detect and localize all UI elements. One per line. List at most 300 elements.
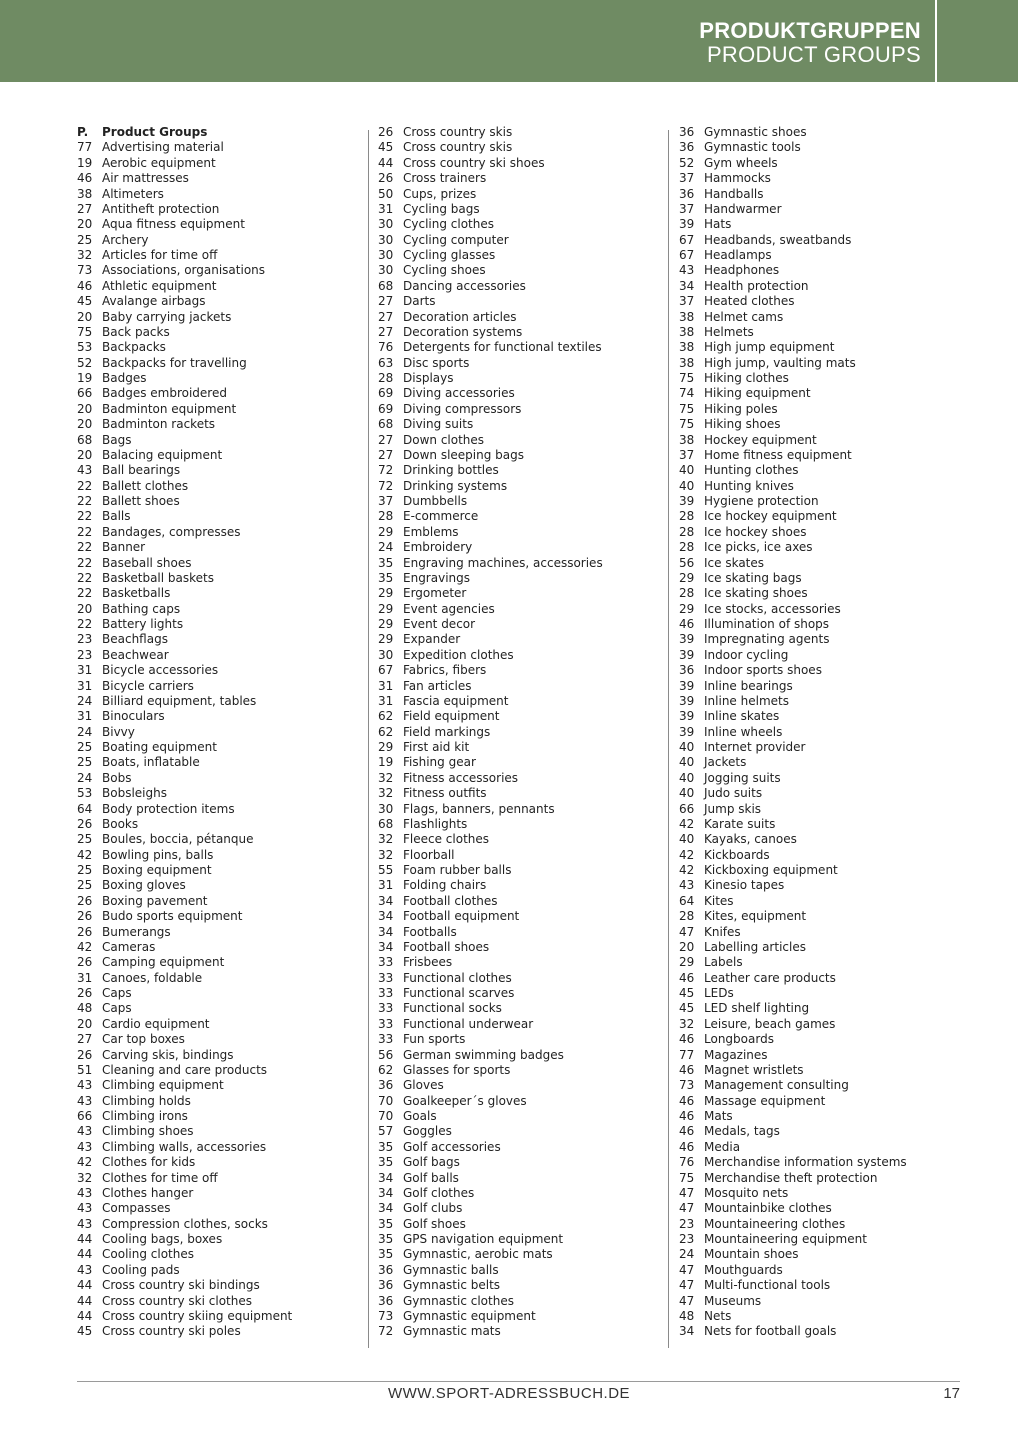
product-group-label: Media [704,1139,741,1154]
index-entry [77,817,367,832]
page-reference: 73 [77,263,93,278]
product-group-label: Cross country skiing equipment [102,1308,293,1323]
product-group-label: Articles for time off [102,248,218,262]
page-reference: 44 [77,1278,93,1293]
index-entry [679,1001,969,1016]
product-group-label: Cross country ski shoes [403,155,545,170]
page-reference: 40 [679,463,695,478]
page-reference: 46 [679,1124,695,1139]
page-reference: 35 [378,555,394,570]
product-group-label: Displays [403,371,454,385]
index-entry [378,310,668,325]
product-group-label: Cross country skis [403,125,513,139]
page-reference: 52 [77,355,93,370]
page-reference: 34 [378,1201,394,1216]
page-reference: 30 [378,232,394,247]
page-reference: 43 [77,1139,93,1154]
index-entry [77,632,367,647]
page-reference: 23 [679,1232,695,1246]
page-reference: 20 [77,217,93,232]
product-group-label: Ballett shoes [102,494,180,508]
page-reference: 27 [378,432,394,447]
index-entry [378,909,668,924]
product-group-label: Bumerangs [102,924,171,939]
product-group-label: Illumination of shops [704,617,830,631]
index-entry [77,648,367,663]
product-group-label: Fleece clothes [403,832,490,847]
page-reference: 22 [77,478,93,493]
index-entry [679,848,969,863]
index-entry [679,386,969,401]
page-reference: 39 [679,693,695,708]
product-group-label: Event agencies [403,601,495,616]
page-reference: 27 [77,201,93,216]
index-entry [77,1309,367,1324]
index-entry [77,663,367,678]
index-entry [378,156,668,171]
product-group-label: Bags [102,432,132,447]
product-group-label: Climbing irons [102,1109,188,1123]
page-reference: 42 [679,847,695,862]
page-reference: 75 [679,417,695,432]
product-group-label: Gym wheels [704,155,778,170]
index-entry [679,248,969,263]
page-reference: 47 [679,1201,695,1216]
product-group-label: Jogging suits [704,770,781,785]
page-reference: 37 [679,294,695,309]
index-entry [378,1186,668,1201]
index-entry [378,294,668,309]
page-reference: 48 [77,1001,93,1016]
index-entry [378,1124,668,1139]
page-reference: 42 [77,939,93,954]
product-group-label: Cross country skis [403,140,513,155]
page-reference: 45 [77,1324,93,1339]
page-reference: 56 [679,555,695,570]
page-reference: 33 [378,1032,394,1047]
page-reference: 29 [378,632,394,647]
index-entry [679,694,969,709]
page-reference: 35 [378,570,394,585]
page-reference: 72 [378,463,394,478]
index-entry [378,386,668,401]
index-entry [378,832,668,847]
index-entry [378,1217,668,1232]
page-reference: 33 [378,1016,394,1031]
page-reference: 31 [378,693,394,708]
product-group-label: Magazines [704,1047,768,1062]
product-group-label: Knifes [704,924,741,939]
product-group-label: Labelling articles [704,939,806,954]
page-reference: 27 [378,447,394,462]
product-group-label: Badminton equipment [102,401,237,416]
product-group-label: Camping equipment [102,955,225,970]
index-entry [77,1124,367,1139]
index-entry [77,694,367,709]
page-reference: 28 [679,540,695,555]
page-reference: 70 [378,1109,394,1123]
product-group-label: Gymnastic tools [704,140,801,155]
product-group-label: Boxing equipment [102,863,212,877]
index-entry [378,325,668,340]
page-reference: 67 [378,663,394,678]
product-group-label: Management consulting [704,1078,849,1093]
product-group-label: Diving accessories [403,386,515,401]
index-entry [378,1201,668,1216]
index-entry [378,171,668,186]
product-group-label: Fabrics, fibers [403,663,487,678]
page-reference: 43 [77,1216,93,1231]
page-reference: 68 [378,278,394,293]
index-entry [679,1140,969,1155]
product-group-label: Mosquito nets [704,1185,789,1200]
page-reference: 36 [378,1262,394,1277]
page-reference: 75 [679,401,695,416]
product-group-label: Associations, organisations [102,263,266,278]
product-group-label: Decoration articles [403,309,517,324]
index-entry [378,602,668,617]
page-reference: 32 [378,786,394,801]
product-group-label: Kickboxing equipment [704,863,838,877]
product-group-label: Expedition clothes [403,647,514,662]
page-reference: 43 [77,1093,93,1108]
product-group-label: E-commerce [403,509,479,524]
page-reference: 29 [378,617,394,631]
product-group-label: Back packs [102,324,170,339]
index-entry [378,1048,668,1063]
page-reference: 56 [378,1047,394,1062]
index-entry [77,1186,367,1201]
index-entry [679,817,969,832]
index-entry [378,371,668,386]
index-entry [77,1171,367,1186]
page-reference: 30 [378,647,394,662]
index-entry [679,325,969,340]
page-reference: 34 [378,893,394,908]
index-entry [77,417,367,432]
page-reference: 22 [77,570,93,585]
index-entry [679,340,969,355]
page-reference: 26 [77,893,93,908]
page-reference: 34 [679,278,695,293]
product-group-label: Mountainbike clothes [704,1201,832,1216]
product-group-label: Golf clubs [403,1201,463,1216]
product-group-label: Field equipment [403,709,500,724]
index-entry [679,986,969,1001]
product-group-label: Handwarmer [704,201,782,216]
product-group-label: Down sleeping bags [403,447,524,462]
product-group-label: Helmet cams [704,309,784,324]
index-entry [679,1294,969,1309]
product-group-label: Football clothes [403,893,498,908]
page-reference: 40 [679,478,695,493]
product-group-label: Cycling glasses [403,248,496,262]
index-entry [378,694,668,709]
index-entry [679,894,969,909]
page-reference: 64 [679,893,695,908]
product-group-label: Gymnastic equipment [403,1308,536,1323]
product-group-label: Avalange airbags [102,294,206,309]
product-group-label: Folding chairs [403,878,487,893]
product-group-label: Athletic equipment [102,278,217,293]
index-entry [77,1155,367,1170]
index-entry [77,540,367,555]
page-reference: 20 [77,447,93,462]
page-reference: 23 [77,632,93,647]
product-group-label: Ice skates [704,555,765,570]
product-group-label: Glasses for sports [403,1062,511,1077]
index-entry [679,263,969,278]
page-reference: 22 [77,555,93,570]
page-reference: 44 [77,1232,93,1246]
page-reference: 35 [378,1155,394,1170]
page-reference: 53 [77,340,93,355]
index-entry [77,1094,367,1109]
product-group-label: Medals, tags [704,1124,780,1139]
page-reference: 25 [77,740,93,754]
page-reference: 62 [378,1062,394,1077]
page-reference: 26 [77,816,93,831]
page-reference: 25 [77,832,93,847]
product-group-label: Cleaning and care products [102,1062,268,1077]
index-entry [77,848,367,863]
product-group-label: High jump, vaulting mats [704,355,856,370]
product-group-label: Headbands, sweatbands [704,232,852,247]
index-entry [378,971,668,986]
product-group-label: Air mattresses [102,171,189,186]
index-entry [77,325,367,340]
product-group-label: Inline bearings [704,678,793,693]
page-reference: 40 [679,786,695,801]
product-group-label: Gymnastic belts [403,1278,501,1293]
product-group-label: Altimeters [102,186,164,201]
index-entry [378,1309,668,1324]
page-reference: 28 [679,524,695,539]
index-entry [378,1263,668,1278]
product-group-label: Goals [403,1109,437,1123]
index-entry [77,955,367,970]
product-group-label: Baby carrying jackets [102,309,232,324]
index-entry [77,248,367,263]
page-reference: 40 [679,740,695,754]
index-entry [378,894,668,909]
index-entry [77,463,367,478]
product-group-label: Indoor sports shoes [704,663,822,678]
page-reference: 28 [679,909,695,924]
index-entry [679,125,969,140]
product-group-label: Boating equipment [102,740,217,754]
product-group-label: Internet provider [704,740,806,754]
page-reference: 47 [679,1262,695,1277]
column-divider [668,130,669,1348]
product-group-label: Flashlights [403,816,468,831]
product-group-label: Clothes for kids [102,1155,196,1170]
index-entry [378,540,668,555]
product-group-label: Merchandise theft protection [704,1170,878,1185]
index-entry [77,571,367,586]
product-group-label: Functional clothes [403,970,512,985]
page-reference: 36 [378,1293,394,1308]
product-group-label: Kites, equipment [704,909,807,924]
product-group-label: Functional underwear [403,1016,534,1031]
index-entry [378,202,668,217]
index-entry [378,755,668,770]
index-entry [378,509,668,524]
page-reference: 34 [679,1324,695,1339]
product-group-label: Engraving machines, accessories [403,555,603,570]
index-entry [378,878,668,893]
index-entry [679,1048,969,1063]
index-entry [679,217,969,232]
index-entry [77,1109,367,1124]
page-reference: 73 [378,1308,394,1323]
product-group-label: Aerobic equipment [102,155,216,170]
page-reference: 46 [77,278,93,293]
index-entry [77,187,367,202]
index-entry [679,1078,969,1093]
product-group-label: Golf accessories [403,1139,501,1154]
index-entry [679,433,969,448]
index-entry [77,925,367,940]
index-entry [679,648,969,663]
index-entry [679,140,969,155]
product-group-label: Longboards [704,1032,774,1047]
page-reference: 39 [679,632,695,647]
page-reference: 36 [679,140,695,155]
product-group-label: Cross country ski clothes [102,1293,252,1308]
page-reference: 47 [679,1293,695,1308]
index-entry [378,1032,668,1047]
index-entry [77,263,367,278]
page-reference: 39 [679,494,695,508]
page-reference: 66 [77,386,93,401]
page-reference: 42 [77,1155,93,1170]
product-group-label: Caps [102,986,132,1000]
index-entry [77,1232,367,1247]
page-reference: 42 [679,863,695,877]
page-reference: 24 [77,770,93,785]
index-entry [378,1094,668,1109]
page-reference: 46 [679,1093,695,1108]
header-subtitle: PRODUCT GROUPS [706,42,921,67]
page-reference: 62 [378,709,394,724]
product-group-label: Ball bearings [102,463,181,478]
page-reference: 22 [77,540,93,555]
index-entry [679,1201,969,1216]
product-group-label: Badges embroidered [102,386,227,401]
product-group-label: Hiking clothes [704,371,789,385]
index-entry [679,1217,969,1232]
product-group-label: Drinking bottles [403,463,499,478]
index-entry [679,602,969,617]
index-entry [679,371,969,386]
index-entry [679,786,969,801]
page-reference: 46 [77,171,93,186]
page-reference: 29 [378,740,394,754]
product-group-label: Field markings [403,724,491,739]
index-entry [77,1078,367,1093]
index-entry [77,479,367,494]
page-reference: 44 [77,1293,93,1308]
index-entry [77,832,367,847]
product-group-label: Functional scarves [403,986,515,1000]
index-entry [378,725,668,740]
index-entry [679,617,969,632]
header-divider [935,0,937,82]
footer-url[interactable]: WWW.SPORT-ADRESSBUCH.DE [387,1385,631,1402]
product-group-label: Foam rubber balls [403,863,512,877]
page-reference: 68 [77,432,93,447]
index-entry [77,217,367,232]
index-entry [679,356,969,371]
index-entry [77,725,367,740]
page-reference: 43 [77,1124,93,1139]
index-entry [679,463,969,478]
product-group-label: Golf balls [403,1170,459,1185]
index-entry [77,233,367,248]
index-entry [679,1186,969,1201]
index-entry [77,494,367,509]
product-group-label: Climbing walls, accessories [102,1139,267,1154]
page-reference: 35 [378,1139,394,1154]
index-entry [77,556,367,571]
product-group-label: Binoculars [102,709,165,724]
index-entry [77,1217,367,1232]
page-reference: 25 [77,863,93,877]
index-entry [77,1247,367,1262]
index-entry [679,755,969,770]
product-group-label: LED shelf lighting [704,1001,810,1016]
product-group-label: Badminton rackets [102,417,216,432]
product-group-label: Kayaks, canoes [704,832,797,847]
index-entry [679,171,969,186]
product-group-label: Balls [102,509,131,524]
product-group-label: Football equipment [403,909,520,924]
product-group-label: Clothes hanger [102,1185,194,1200]
product-group-label: Ice hockey equipment [704,509,837,524]
product-group-label: Gloves [403,1078,444,1093]
page-reference: 74 [679,386,695,401]
product-group-label: Body protection items [102,801,235,816]
index-entry [679,832,969,847]
index-entry [679,878,969,893]
product-group-label: Leisure, beach games [704,1016,836,1031]
product-group-label: Darts [403,294,436,309]
page-reference: 31 [378,678,394,693]
index-entry [679,1171,969,1186]
page-reference: 22 [77,494,93,508]
page-reference: 39 [679,647,695,662]
product-group-label: Indoor cycling [704,647,789,662]
page-reference: 46 [679,1139,695,1154]
product-group-label: Bivvy [102,724,135,739]
product-group-label: Jackets [704,755,747,770]
product-group-label: Baseball shoes [102,555,192,570]
index-entry [378,632,668,647]
page-reference: 24 [77,724,93,739]
page-reference: 66 [679,801,695,816]
page-reference: 44 [77,1247,93,1262]
product-group-label: Bathing caps [102,601,181,616]
page-reference: 70 [378,1093,394,1108]
product-group-label: Compression clothes, socks [102,1216,268,1231]
index-entry [679,940,969,955]
page-reference: 37 [378,494,394,508]
index-entry [77,878,367,893]
product-group-label: Cross trainers [403,171,487,186]
product-group-label: Leather care products [704,970,836,985]
page-reference: 23 [679,1216,695,1231]
